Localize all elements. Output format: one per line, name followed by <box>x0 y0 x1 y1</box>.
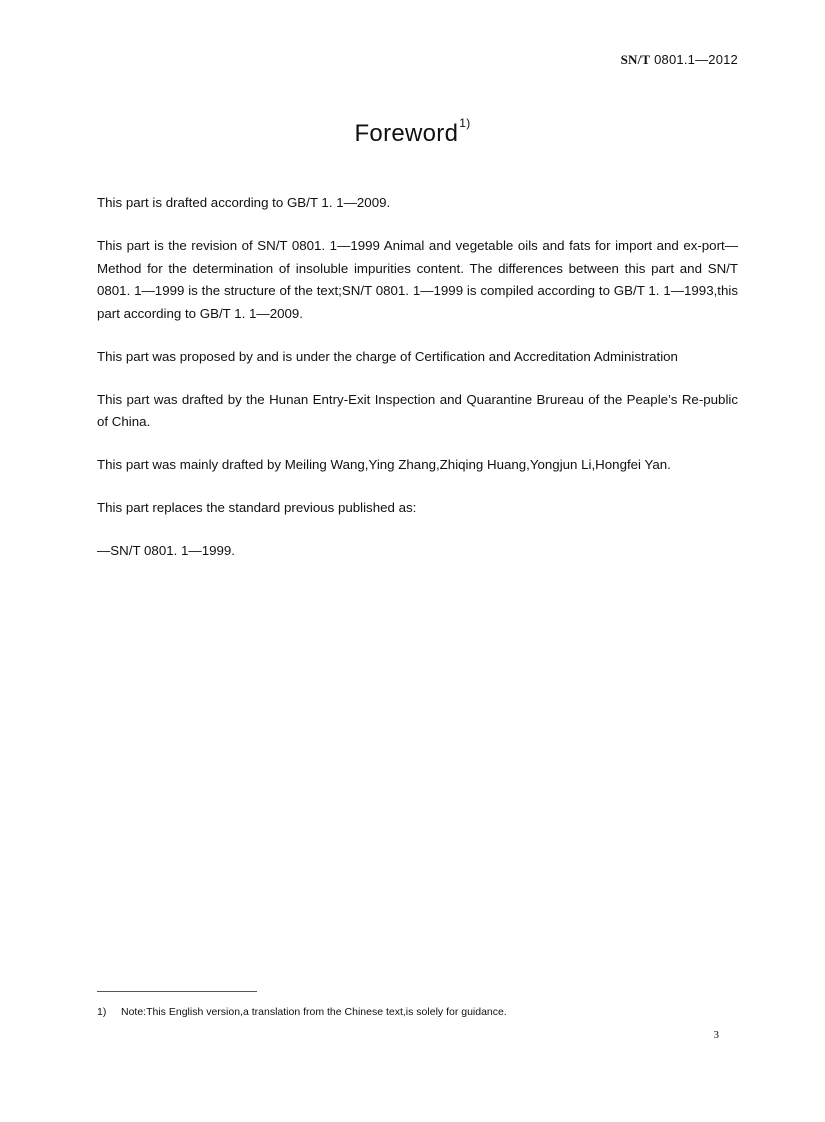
paragraph-drafting-basis: This part is drafted according to GB/T 1. 1—2009. <box>97 195 391 210</box>
footnote <box>97 1006 507 1018</box>
paragraph-revision-note: This part is the revision of SN/T 0801. 1—1999 Animal and vegetable oils and fats for import and ex-port—Method for the determination of insoluble impurities content. The differences between this part and SN/T 0801. 1—1999 is the structure of the text;SN/T 0801. 1—1999 is compiled according to GB/T 1. 1—1993,this part according to GB/T 1. 1—2009. <box>97 238 738 321</box>
standard-code-number: 0801.1—2012 <box>654 52 738 67</box>
paragraph-proposer: This part was proposed by and is under the charge of Certification and Accreditation Administration <box>97 348 678 364</box>
paragraph-replaced-standard: —SN/T 0801. 1—1999. <box>97 543 235 558</box>
foreword-body <box>97 192 738 583</box>
paragraph-replaces: This part replaces the standard previous published as: <box>97 500 417 515</box>
page-title <box>0 116 825 148</box>
paragraph-drafters: This part was mainly drafted by Meiling Wang,Ying Zhang,Zhiqing Huang,Yongjun Li,Hongfei Yan. <box>97 457 671 472</box>
standard-code-header <box>621 52 738 68</box>
paragraph-drafting-org: This part was drafted by the Hunan Entry-Exit Inspection and Quarantine Brureau of the Peaple’s Re-public of China. <box>97 391 738 429</box>
footnote-text: Note:This English version,a translation from the Chinese text,is solely for guidance. <box>121 1006 507 1018</box>
standard-code-prefix: SN/T <box>620 52 651 67</box>
footnote-mark: 1) <box>97 1006 107 1018</box>
title-footnote-ref: 1) <box>459 116 471 130</box>
page-title-text: Foreword <box>354 120 459 147</box>
page-number: 3 <box>713 1029 719 1041</box>
footnote-separator <box>97 991 257 992</box>
